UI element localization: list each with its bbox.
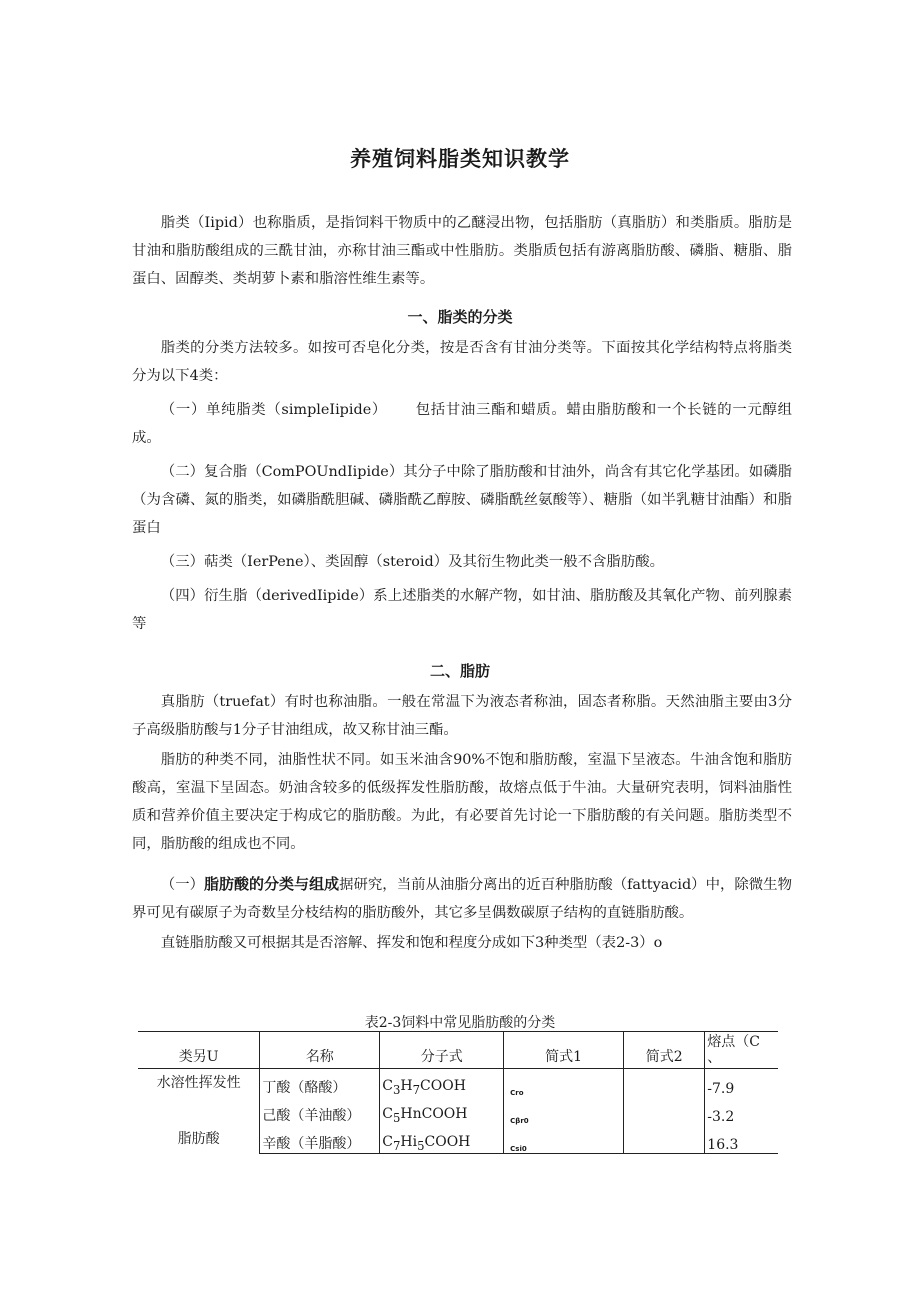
- section2-heading: 二、脂肪: [429, 662, 490, 680]
- row-short2: [624, 1125, 705, 1154]
- intro-paragraph: [132, 209, 792, 293]
- row-short1: Cβr0: [504, 1097, 624, 1125]
- section1-heading: 一、脂类的分类: [407, 308, 513, 326]
- table-header-row: [138, 1032, 778, 1069]
- row-formula: $C_3H_7COOH$: [380, 1069, 504, 1098]
- section1-item1: [132, 396, 792, 452]
- header-melting-point: 熔点（C 、: [705, 1032, 778, 1069]
- header-short2: 简式2: [624, 1032, 705, 1069]
- section2-body: [132, 688, 792, 957]
- row-short1: Cro: [504, 1069, 624, 1098]
- row-name: 己酸（羊油酸）: [260, 1097, 380, 1125]
- section1-item4: （四）衍生脂（derivedIipide）系上述脂类的水解产物，如甘油、脂肪酸及其氧化产物、前列腺素等: [132, 588, 792, 632]
- group-label: 水溶性挥发性 脂肪酸: [156, 1075, 241, 1148]
- p3-prefix: （一）: [160, 877, 204, 893]
- header-short1: 简式1: [504, 1032, 624, 1069]
- row-short1: Csi0: [504, 1125, 624, 1154]
- section2-p3: [132, 870, 792, 927]
- section1-item3: （三）萜类（IerPene）、类固醇（steroid）及其衍生物此类一般不含脂肪酸。: [160, 554, 664, 570]
- section2-p1: 真脂肪（truefat）有时也称油脂。一般在常温下为液态者称油，固态者称脂。天然油脂主要由3分子高级脂肪酸与1分子甘油组成，故又称甘油三酯。: [132, 694, 792, 738]
- p3-bold-heading: 脂肪酸的分类与组成: [204, 875, 340, 893]
- fatty-acid-table: [138, 1031, 778, 1154]
- row-short2: [624, 1069, 705, 1098]
- row-formula: $C_7Hi_5COOH$: [380, 1125, 504, 1154]
- header-name: 名称: [260, 1032, 380, 1069]
- section1-item2: （二）复合脂（ComPOUndIipide）其分子中除了脂肪酸和甘油外，尚含有其它化学基团。如磷脂（为含磷、氮的脂类，如磷脂酰胆碱、磷脂酰乙醇胺、磷脂酰丝氨酸等）、糖脂（如半乳糖甘油酯）和脂蛋白: [132, 464, 792, 536]
- row-name: 丁酸（酪酸）: [260, 1069, 380, 1098]
- section1-p1: 脂类的分类方法较多。如按可否皂化分类，按是否含有甘油分类等。下面按其化学结构特点将脂类分为以下4类：: [132, 340, 792, 384]
- section2-p4: 直链脂肪酸又可根据其是否溶解、挥发和饱和程度分成如下3种类型（表2-3）o: [160, 935, 663, 951]
- row-formula: $C_5HnCOOH$: [380, 1097, 504, 1125]
- row-name: 辛酸（羊脂酸）: [260, 1125, 380, 1154]
- table-row: [138, 1069, 778, 1098]
- document-title: 养殖饲料脂类知识教学: [350, 147, 570, 171]
- table-caption: 表2-3饲料中常见脂肪酸的分类: [364, 1015, 556, 1031]
- header-category: 类另U: [138, 1032, 260, 1069]
- row-short2: [624, 1097, 705, 1125]
- row-melting-point: -7.9: [705, 1069, 778, 1098]
- header-formula: 分子式: [380, 1032, 504, 1069]
- p3-rest: 据研究，当前从油脂分离出的近百种脂肪酸（fattyacid）中，除微生物界可见有碳原子为奇数呈分枝结构的脂肪酸外，其它多呈偶数碳原子结构的直链脂肪酸。: [132, 877, 792, 921]
- intro-text: 脂类（Iipid）也称脂质，是指饲料干物质中的乙醚浸出物，包括脂肪（真脂肪）和类脂质。脂肪是甘油和脂肪酸组成的三酰甘油，亦称甘油三酯或中性脂肪。类脂质包括有游离脂肪酸、磷脂、糖脂、脂蛋白、固醇类、类胡萝卜素和脂溶性维生素等。: [132, 215, 792, 287]
- row-melting-point: 16.3: [705, 1125, 778, 1154]
- row-melting-point: -3.2: [705, 1097, 778, 1125]
- item1-desc: 包括甘油三酯和蜡质。蜡由脂肪酸和一个长链的一元醇组成。: [132, 402, 792, 446]
- section1-body: [132, 334, 792, 638]
- section2-p2: 脂肪的种类不同，油脂性状不同。如玉米油含90%不饱和脂肪酸，室温下呈液态。牛油含饱和脂肪酸高，室温下呈固态。奶油含较多的低级挥发性脂肪酸，故熔点低于牛油。大量研究表明，饲料油脂性质和营养价值主要决定于构成它的脂肪酸。为此，有必要首先讨论一下脂肪酸的有关问题。脂肪类型不同，脂肪酸的组成也不同。: [132, 752, 792, 852]
- item1-label: （一）单纯脂类（simpleIipide）: [160, 402, 387, 418]
